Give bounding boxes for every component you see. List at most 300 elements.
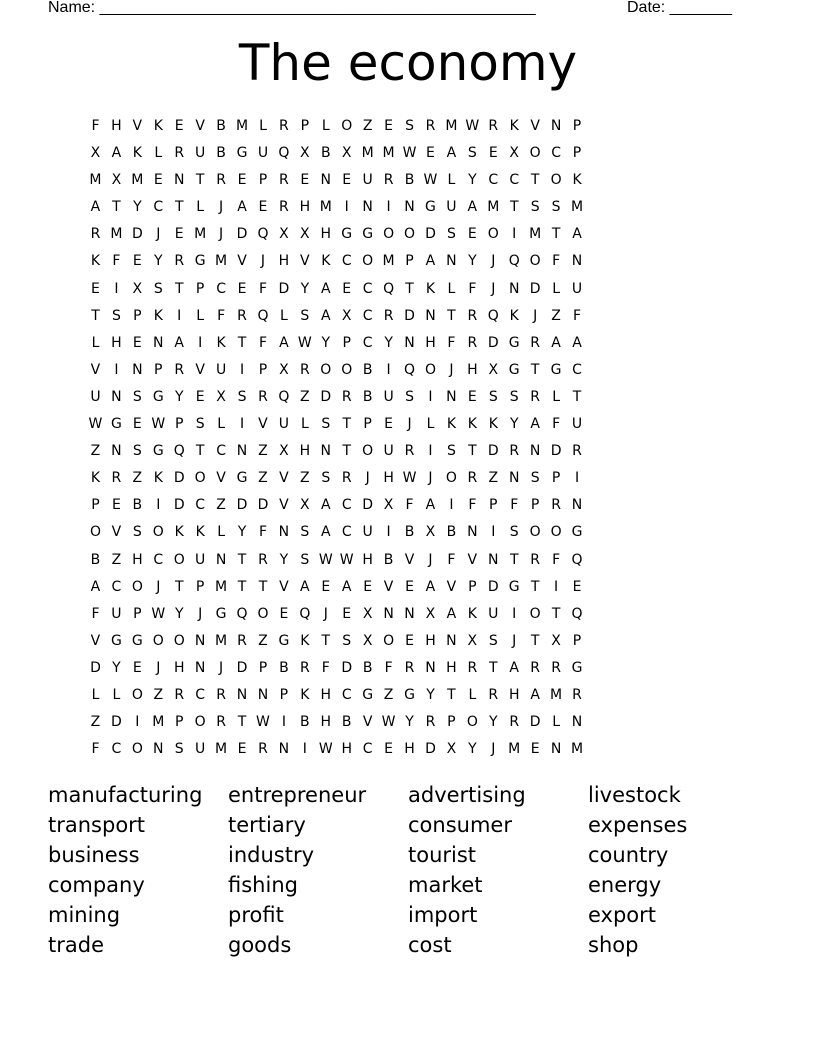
grid-letter[interactable]: I bbox=[554, 578, 559, 595]
grid-letter[interactable]: T bbox=[468, 443, 477, 460]
grid-letter[interactable]: T bbox=[174, 280, 184, 297]
grid-letter[interactable]: D bbox=[173, 470, 185, 487]
grid-letter[interactable]: W bbox=[318, 551, 333, 568]
grid-letter[interactable]: P bbox=[279, 686, 289, 703]
grid-letter[interactable]: B bbox=[279, 659, 289, 676]
grid-letter[interactable]: Z bbox=[258, 443, 268, 460]
grid-letter[interactable]: R bbox=[216, 714, 226, 731]
grid-letter[interactable]: N bbox=[132, 361, 143, 378]
grid-letter[interactable]: U bbox=[195, 741, 206, 758]
grid-letter[interactable]: M bbox=[445, 118, 458, 134]
grid-letter[interactable]: N bbox=[446, 632, 457, 649]
grid-letter[interactable]: N bbox=[467, 524, 478, 541]
grid-letter[interactable]: F bbox=[384, 659, 393, 676]
grid-letter[interactable]: Z bbox=[153, 686, 164, 703]
grid-letter[interactable]: H bbox=[446, 659, 457, 676]
grid-letter[interactable]: O bbox=[550, 524, 562, 541]
grid-letter[interactable]: O bbox=[341, 361, 353, 378]
grid-letter[interactable]: S bbox=[446, 443, 456, 460]
grid-letter[interactable]: P bbox=[258, 361, 268, 378]
grid-letter[interactable]: F bbox=[217, 307, 226, 324]
grid-letter[interactable]: Z bbox=[90, 443, 101, 460]
grid-letter[interactable]: N bbox=[508, 280, 520, 297]
grid-letter[interactable]: L bbox=[196, 199, 205, 216]
grid-letter[interactable]: Y bbox=[133, 199, 142, 216]
grid-letter[interactable]: U bbox=[446, 199, 457, 216]
grid-letter[interactable]: H bbox=[299, 443, 311, 460]
grid-letter[interactable]: N bbox=[425, 307, 436, 324]
grid-letter[interactable]: T bbox=[112, 199, 121, 216]
grid-letter[interactable]: O bbox=[194, 714, 206, 731]
grid-letter[interactable]: Y bbox=[468, 741, 477, 758]
grid-letter[interactable]: T bbox=[447, 686, 456, 703]
grid-letter[interactable]: M bbox=[215, 632, 228, 649]
grid-letter[interactable]: T bbox=[237, 551, 247, 568]
grid-letter[interactable]: E bbox=[132, 253, 142, 270]
grid-letter[interactable]: S bbox=[132, 524, 142, 541]
grid-letter[interactable]: I bbox=[491, 524, 496, 541]
grid-letter[interactable]: Q bbox=[278, 388, 290, 405]
grid-letter[interactable]: R bbox=[467, 659, 478, 676]
grid-letter[interactable]: N bbox=[508, 470, 520, 487]
grid-letter[interactable]: W bbox=[423, 172, 438, 189]
grid-letter[interactable]: R bbox=[237, 632, 247, 649]
grid-letter[interactable]: K bbox=[300, 686, 310, 703]
grid-letter[interactable]: X bbox=[488, 361, 499, 378]
grid-letter[interactable]: N bbox=[446, 388, 457, 405]
grid-letter[interactable]: Q bbox=[404, 361, 416, 378]
grid-letter[interactable]: T bbox=[447, 307, 456, 324]
grid-letter[interactable]: G bbox=[362, 226, 374, 243]
grid-letter[interactable]: K bbox=[509, 118, 519, 134]
grid-letter[interactable]: D bbox=[131, 226, 143, 243]
grid-letter[interactable]: T bbox=[321, 632, 331, 649]
grid-letter[interactable]: E bbox=[384, 118, 394, 134]
grid-letter[interactable]: S bbox=[530, 470, 540, 487]
grid-letter[interactable]: S bbox=[195, 416, 205, 433]
grid-letter[interactable]: C bbox=[153, 551, 164, 568]
grid-letter[interactable]: T bbox=[342, 416, 351, 433]
grid-letter[interactable]: G bbox=[571, 659, 583, 676]
grid-letter[interactable]: J bbox=[365, 470, 370, 487]
grid-letter[interactable]: S bbox=[132, 388, 142, 405]
grid-letter[interactable]: G bbox=[215, 605, 227, 622]
grid-letter[interactable]: E bbox=[405, 578, 414, 595]
grid-letter[interactable]: J bbox=[219, 659, 224, 676]
grid-letter[interactable]: B bbox=[362, 388, 373, 405]
grid-letter[interactable]: C bbox=[216, 443, 226, 460]
grid-letter[interactable]: S bbox=[467, 145, 477, 162]
grid-letter[interactable]: R bbox=[383, 307, 394, 324]
grid-letter[interactable]: H bbox=[404, 741, 415, 758]
grid-letter[interactable]: I bbox=[281, 714, 286, 731]
grid-letter[interactable]: K bbox=[153, 307, 163, 324]
grid-letter[interactable]: O bbox=[529, 145, 541, 162]
grid-letter[interactable]: U bbox=[488, 605, 499, 622]
grid-letter[interactable]: S bbox=[488, 388, 498, 405]
grid-letter[interactable]: P bbox=[133, 605, 142, 622]
grid-letter[interactable]: E bbox=[132, 659, 142, 676]
grid-letter[interactable]: B bbox=[404, 172, 415, 189]
grid-letter[interactable]: X bbox=[425, 524, 436, 541]
grid-letter[interactable]: E bbox=[237, 741, 247, 758]
grid-letter[interactable]: W bbox=[465, 118, 480, 134]
grid-letter[interactable]: R bbox=[488, 118, 499, 134]
grid-letter[interactable]: R bbox=[174, 361, 185, 378]
grid-letter[interactable]: R bbox=[551, 497, 561, 514]
grid-letter[interactable]: U bbox=[257, 145, 269, 162]
grid-letter[interactable]: L bbox=[468, 686, 477, 703]
grid-letter[interactable]: N bbox=[550, 118, 562, 134]
grid-letter[interactable]: L bbox=[217, 416, 225, 433]
grid-letter[interactable]: F bbox=[321, 659, 330, 676]
grid-letter[interactable]: T bbox=[489, 659, 498, 676]
grid-letter[interactable]: I bbox=[239, 416, 245, 433]
grid-letter[interactable]: S bbox=[551, 199, 561, 216]
grid-letter[interactable]: D bbox=[236, 659, 248, 676]
grid-letter[interactable]: I bbox=[344, 199, 349, 216]
grid-letter[interactable]: H bbox=[173, 659, 185, 676]
grid-letter[interactable]: T bbox=[530, 632, 540, 649]
grid-letter[interactable]: Z bbox=[258, 632, 268, 649]
grid-letter[interactable]: L bbox=[112, 686, 121, 703]
grid-letter[interactable]: E bbox=[467, 388, 477, 405]
grid-letter[interactable]: V bbox=[111, 524, 122, 541]
grid-letter[interactable]: X bbox=[425, 605, 436, 622]
grid-letter[interactable]: X bbox=[509, 145, 520, 162]
grid-letter[interactable]: L bbox=[217, 524, 225, 541]
grid-letter[interactable]: J bbox=[156, 578, 161, 595]
grid-letter[interactable]: G bbox=[404, 686, 415, 703]
grid-letter[interactable]: K bbox=[216, 334, 226, 351]
grid-letter[interactable]: H bbox=[320, 714, 332, 731]
grid-letter[interactable]: P bbox=[551, 470, 561, 487]
grid-letter[interactable]: T bbox=[174, 199, 184, 216]
grid-letter[interactable]: X bbox=[216, 388, 226, 405]
grid-letter[interactable]: B bbox=[404, 524, 415, 541]
grid-letter[interactable]: X bbox=[279, 226, 289, 243]
grid-letter[interactable]: J bbox=[491, 253, 496, 270]
grid-letter[interactable]: F bbox=[258, 280, 267, 297]
grid-letter[interactable]: V bbox=[237, 253, 247, 270]
grid-letter[interactable]: I bbox=[386, 524, 391, 541]
grid-letter[interactable]: F bbox=[447, 551, 456, 568]
grid-letter[interactable]: C bbox=[551, 145, 561, 162]
grid-letter[interactable]: S bbox=[509, 388, 519, 405]
grid-letter[interactable]: S bbox=[300, 307, 310, 324]
grid-letter[interactable]: Y bbox=[468, 172, 477, 189]
grid-letter[interactable]: R bbox=[341, 388, 352, 405]
grid-letter[interactable]: Z bbox=[551, 307, 561, 324]
grid-letter[interactable]: D bbox=[236, 497, 248, 514]
grid-letter[interactable]: O bbox=[131, 578, 143, 595]
grid-letter[interactable]: N bbox=[571, 253, 583, 270]
grid-letter[interactable]: J bbox=[198, 605, 203, 622]
grid-letter[interactable]: O bbox=[173, 551, 185, 568]
grid-letter[interactable]: L bbox=[91, 334, 100, 351]
grid-letter[interactable]: F bbox=[468, 280, 477, 297]
grid-letter[interactable]: I bbox=[574, 470, 580, 487]
grid-letter[interactable]: N bbox=[278, 524, 290, 541]
grid-letter[interactable]: M bbox=[215, 578, 228, 595]
grid-letter[interactable]: E bbox=[467, 226, 477, 243]
grid-letter[interactable]: A bbox=[90, 578, 101, 595]
grid-letter[interactable]: B bbox=[216, 145, 226, 162]
grid-letter[interactable]: R bbox=[404, 443, 415, 460]
grid-letter[interactable]: B bbox=[362, 659, 373, 676]
grid-letter[interactable]: J bbox=[407, 416, 412, 433]
grid-letter[interactable]: A bbox=[320, 280, 331, 297]
grid-letter[interactable]: A bbox=[279, 334, 289, 351]
grid-letter[interactable]: R bbox=[258, 551, 268, 568]
grid-letter[interactable]: Z bbox=[383, 686, 394, 703]
grid-letter[interactable]: U bbox=[111, 605, 122, 622]
grid-letter[interactable]: N bbox=[320, 443, 332, 460]
grid-letter[interactable]: D bbox=[425, 741, 436, 758]
grid-letter[interactable]: E bbox=[195, 388, 205, 405]
grid-letter[interactable]: X bbox=[341, 145, 352, 162]
grid-letter[interactable]: R bbox=[111, 470, 122, 487]
grid-letter[interactable]: U bbox=[362, 172, 373, 189]
grid-letter[interactable]: T bbox=[551, 226, 561, 243]
grid-letter[interactable]: N bbox=[111, 388, 122, 405]
grid-letter[interactable]: O bbox=[341, 118, 353, 134]
grid-letter[interactable]: C bbox=[362, 307, 373, 324]
grid-letter[interactable]: T bbox=[174, 578, 184, 595]
grid-letter[interactable]: S bbox=[342, 632, 352, 649]
grid-letter[interactable]: G bbox=[194, 253, 206, 270]
grid-letter[interactable]: I bbox=[135, 714, 140, 731]
grid-letter[interactable]: F bbox=[405, 497, 414, 514]
grid-letter[interactable]: V bbox=[467, 551, 478, 568]
grid-letter[interactable]: C bbox=[362, 334, 373, 351]
grid-letter[interactable]: F bbox=[552, 551, 561, 568]
grid-letter[interactable]: R bbox=[530, 659, 541, 676]
grid-letter[interactable]: O bbox=[529, 524, 541, 541]
grid-letter[interactable]: T bbox=[237, 714, 247, 731]
grid-letter[interactable]: A bbox=[425, 253, 436, 270]
grid-letter[interactable]: Q bbox=[278, 145, 290, 162]
grid-letter[interactable]: W bbox=[256, 714, 270, 731]
grid-letter[interactable]: D bbox=[257, 497, 269, 514]
grid-letter[interactable]: Q bbox=[487, 307, 499, 324]
grid-letter[interactable]: X bbox=[132, 280, 143, 297]
grid-letter[interactable]: R bbox=[572, 686, 582, 703]
grid-letter[interactable]: A bbox=[341, 578, 352, 595]
grid-letter[interactable]: C bbox=[362, 741, 373, 758]
grid-letter[interactable]: L bbox=[552, 388, 560, 405]
grid-letter[interactable]: N bbox=[194, 632, 206, 649]
grid-letter[interactable]: W bbox=[402, 470, 417, 487]
grid-letter[interactable]: A bbox=[237, 199, 247, 216]
grid-letter[interactable]: M bbox=[529, 226, 542, 243]
grid-letter[interactable]: X bbox=[467, 632, 478, 649]
grid-letter[interactable]: N bbox=[320, 172, 332, 189]
grid-letter[interactable]: S bbox=[153, 280, 163, 297]
grid-letter[interactable]: K bbox=[467, 605, 477, 622]
grid-letter[interactable]: O bbox=[466, 714, 478, 731]
grid-letter[interactable]: W bbox=[339, 551, 354, 568]
grid-letter[interactable]: X bbox=[383, 497, 394, 514]
grid-letter[interactable]: K bbox=[509, 307, 519, 324]
grid-letter[interactable]: M bbox=[550, 686, 563, 703]
grid-letter[interactable]: H bbox=[320, 226, 332, 243]
grid-letter[interactable]: R bbox=[530, 551, 541, 568]
grid-letter[interactable]: Y bbox=[509, 416, 519, 433]
grid-letter[interactable]: E bbox=[258, 199, 268, 216]
grid-letter[interactable]: E bbox=[174, 118, 184, 134]
grid-letter[interactable]: S bbox=[321, 470, 331, 487]
grid-letter[interactable]: V bbox=[258, 416, 268, 433]
grid-letter[interactable]: V bbox=[195, 118, 205, 134]
grid-letter[interactable]: P bbox=[195, 578, 205, 595]
grid-letter[interactable]: H bbox=[132, 551, 143, 568]
grid-letter[interactable]: T bbox=[195, 172, 205, 189]
grid-letter[interactable]: V bbox=[279, 470, 289, 487]
grid-letter[interactable]: Y bbox=[237, 524, 247, 541]
grid-letter[interactable]: U bbox=[383, 388, 394, 405]
grid-letter[interactable]: R bbox=[425, 118, 436, 134]
grid-letter[interactable]: V bbox=[404, 551, 415, 568]
grid-letter[interactable]: P bbox=[174, 714, 184, 731]
grid-letter[interactable]: L bbox=[447, 280, 456, 297]
grid-letter[interactable]: L bbox=[426, 416, 435, 433]
grid-letter[interactable]: D bbox=[173, 497, 185, 514]
grid-letter[interactable]: H bbox=[467, 361, 478, 378]
grid-letter[interactable]: B bbox=[362, 361, 373, 378]
grid-letter[interactable]: E bbox=[174, 226, 184, 243]
date-field[interactable]: Date: _______ bbox=[627, 0, 732, 16]
grid-letter[interactable]: Y bbox=[174, 388, 184, 405]
grid-letter[interactable]: J bbox=[156, 659, 161, 676]
grid-letter[interactable]: A bbox=[446, 145, 457, 162]
grid-letter[interactable]: O bbox=[529, 253, 541, 270]
grid-letter[interactable]: Z bbox=[132, 470, 143, 487]
grid-letter[interactable]: M bbox=[382, 145, 395, 162]
grid-letter[interactable]: A bbox=[425, 578, 436, 595]
grid-letter[interactable]: X bbox=[446, 741, 457, 758]
grid-letter[interactable]: V bbox=[132, 118, 143, 134]
grid-letter[interactable]: E bbox=[488, 145, 498, 162]
grid-letter[interactable]: O bbox=[445, 470, 457, 487]
grid-letter[interactable]: D bbox=[487, 578, 499, 595]
grid-letter[interactable]: A bbox=[111, 145, 122, 162]
grid-letter[interactable]: V bbox=[279, 578, 289, 595]
grid-letter[interactable]: L bbox=[321, 118, 330, 134]
grid-letter[interactable]: C bbox=[341, 253, 352, 270]
grid-letter[interactable]: V bbox=[90, 632, 101, 649]
grid-letter[interactable]: T bbox=[195, 443, 205, 460]
grid-letter[interactable]: L bbox=[196, 307, 205, 324]
grid-letter[interactable]: B bbox=[383, 551, 394, 568]
grid-letter[interactable]: T bbox=[530, 578, 540, 595]
grid-letter[interactable]: Y bbox=[321, 334, 331, 351]
grid-letter[interactable]: D bbox=[236, 226, 248, 243]
name-field[interactable]: Name: _________________________________________________ bbox=[48, 0, 536, 16]
grid-letter[interactable]: V bbox=[446, 578, 457, 595]
grid-letter[interactable]: N bbox=[153, 741, 164, 758]
grid-letter[interactable]: D bbox=[362, 497, 374, 514]
grid-letter[interactable]: P bbox=[405, 253, 414, 270]
grid-letter[interactable]: K bbox=[153, 118, 163, 134]
grid-letter[interactable]: B bbox=[90, 551, 101, 568]
grid-letter[interactable]: D bbox=[111, 714, 122, 731]
grid-letter[interactable]: S bbox=[111, 307, 121, 324]
grid-letter[interactable]: C bbox=[195, 686, 206, 703]
grid-letter[interactable]: U bbox=[278, 416, 290, 433]
grid-letter[interactable]: Z bbox=[111, 551, 122, 568]
grid-letter[interactable]: S bbox=[405, 388, 414, 405]
grid-letter[interactable]: J bbox=[428, 551, 433, 568]
grid-letter[interactable]: H bbox=[111, 118, 122, 134]
grid-letter[interactable]: I bbox=[512, 605, 517, 622]
grid-letter[interactable]: F bbox=[112, 253, 121, 270]
grid-letter[interactable]: J bbox=[219, 226, 224, 243]
grid-letter[interactable]: X bbox=[279, 361, 289, 378]
grid-letter[interactable]: A bbox=[572, 334, 582, 351]
grid-letter[interactable]: D bbox=[487, 443, 499, 460]
grid-letter[interactable]: N bbox=[111, 443, 122, 460]
grid-letter[interactable]: J bbox=[491, 280, 496, 297]
grid-letter[interactable]: Q bbox=[571, 551, 583, 568]
grid-letter[interactable]: G bbox=[152, 443, 164, 460]
grid-letter[interactable]: D bbox=[529, 280, 541, 297]
grid-letter[interactable]: S bbox=[132, 443, 142, 460]
grid-letter[interactable]: A bbox=[530, 416, 540, 433]
grid-letter[interactable]: K bbox=[132, 145, 142, 162]
grid-letter[interactable]: I bbox=[386, 361, 391, 378]
grid-letter[interactable]: C bbox=[341, 497, 352, 514]
grid-letter[interactable]: I bbox=[114, 361, 119, 378]
grid-letter[interactable]: Z bbox=[300, 470, 310, 487]
grid-letter[interactable]: X bbox=[300, 226, 310, 243]
grid-letter[interactable]: Q bbox=[236, 605, 248, 622]
grid-letter[interactable]: W bbox=[381, 714, 396, 731]
grid-letter[interactable]: E bbox=[279, 605, 289, 622]
grid-letter[interactable]: E bbox=[405, 632, 414, 649]
grid-letter[interactable]: J bbox=[428, 470, 433, 487]
grid-letter[interactable]: D bbox=[425, 226, 436, 243]
grid-letter[interactable]: X bbox=[300, 497, 310, 514]
grid-letter[interactable]: W bbox=[151, 416, 166, 433]
grid-letter[interactable]: N bbox=[173, 172, 185, 189]
grid-letter[interactable]: A bbox=[425, 497, 436, 514]
grid-letter[interactable]: M bbox=[382, 253, 395, 270]
grid-letter[interactable]: L bbox=[280, 307, 288, 324]
grid-letter[interactable]: O bbox=[152, 632, 164, 649]
grid-letter[interactable]: S bbox=[300, 551, 310, 568]
grid-letter[interactable]: U bbox=[383, 443, 394, 460]
grid-letter[interactable]: B bbox=[216, 118, 226, 134]
grid-letter[interactable]: S bbox=[174, 741, 184, 758]
grid-letter[interactable]: Z bbox=[258, 470, 268, 487]
grid-letter[interactable]: P bbox=[489, 497, 498, 514]
grid-letter[interactable]: I bbox=[512, 226, 517, 243]
grid-letter[interactable]: Z bbox=[216, 497, 226, 514]
grid-letter[interactable]: T bbox=[551, 605, 561, 622]
grid-letter[interactable]: H bbox=[278, 253, 290, 270]
grid-letter[interactable]: N bbox=[404, 334, 415, 351]
grid-letter[interactable]: J bbox=[156, 226, 161, 243]
grid-letter[interactable]: X bbox=[341, 307, 352, 324]
grid-letter[interactable]: P bbox=[258, 659, 268, 676]
grid-letter[interactable]: T bbox=[509, 199, 519, 216]
grid-letter[interactable]: O bbox=[152, 524, 164, 541]
grid-letter[interactable]: P bbox=[154, 361, 163, 378]
grid-letter[interactable]: A bbox=[90, 199, 101, 216]
grid-letter[interactable]: I bbox=[386, 199, 391, 216]
grid-letter[interactable]: T bbox=[530, 172, 540, 189]
